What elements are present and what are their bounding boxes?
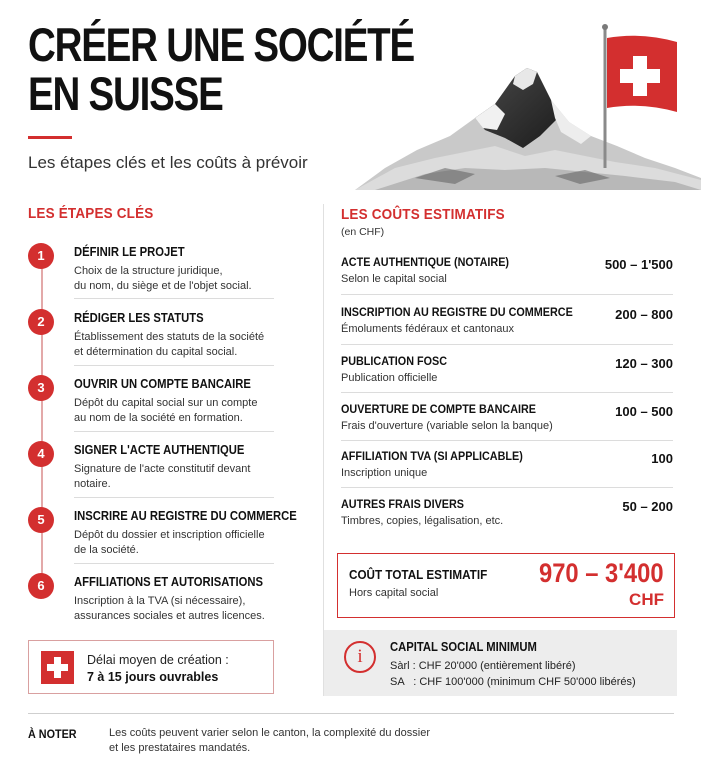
- cost-title: PUBLICATION FOSC: [341, 354, 448, 368]
- total-cost-description: Hors capital social: [349, 587, 439, 599]
- cost-description: Selon le capital social: [341, 273, 447, 285]
- cost-value: 50 – 200: [622, 499, 673, 514]
- creation-delay-box: [28, 640, 274, 694]
- cost-description: Publication officielle: [341, 372, 438, 384]
- total-cost-unit: CHF: [629, 590, 664, 609]
- swiss-flag-icon: [41, 651, 74, 684]
- cost-title: AUTRES FRAIS DIVERS: [341, 497, 465, 511]
- step-number-badge: 3: [28, 375, 54, 401]
- step-description: Choix de la structure juridique, du nom, du siège et de l'objet social.: [74, 265, 252, 292]
- step-title: RÉDIGER LES STATUTS: [74, 311, 204, 325]
- cost-divider: [341, 344, 673, 345]
- cost-description: Émoluments fédéraux et cantonaux: [341, 323, 515, 335]
- cost-value: 120 – 300: [615, 356, 673, 371]
- title-line-1: CRÉER UNE SOCIÉTÉ: [28, 18, 414, 71]
- step-number-badge: 1: [28, 243, 54, 269]
- step-divider: [74, 298, 274, 299]
- step-number-badge: 5: [28, 507, 54, 533]
- step-divider: [74, 365, 274, 366]
- cost-value: 100: [651, 451, 673, 466]
- column-divider: [323, 204, 324, 696]
- delay-value: 7 à 15 jours ouvrables: [87, 670, 219, 684]
- title-line-2: EN SUISSE: [28, 67, 223, 120]
- cost-title: OUVERTURE DE COMPTE BANCAIRE: [341, 402, 537, 416]
- step-divider: [74, 563, 274, 564]
- note-divider: [28, 713, 674, 714]
- cost-divider: [341, 440, 673, 441]
- costs-unit: (en CHF): [341, 226, 385, 238]
- step-number-badge: 2: [28, 309, 54, 335]
- step-description: Inscription à la TVA (si nécessaire), assurances sociales et autres licences.: [74, 595, 265, 622]
- capital-sarl: Sàrl : CHF 20'000 (entièrement libéré): [390, 660, 576, 672]
- step-title: AFFILIATIONS ET AUTORISATIONS: [74, 575, 263, 589]
- step-divider: [74, 431, 274, 432]
- cost-description: Inscription unique: [341, 467, 428, 479]
- cost-value: 200 – 800: [615, 307, 673, 322]
- cost-description: Timbres, copies, légalisation, etc.: [341, 515, 504, 527]
- step-description: Dépôt du capital social sur un compte au nom de la société en formation.: [74, 397, 258, 424]
- info-icon: i: [344, 641, 376, 673]
- step-title: OUVRIR UN COMPTE BANCAIRE: [74, 377, 251, 391]
- cost-title: AFFILIATION TVA (SI APPLICABLE): [341, 449, 523, 463]
- minimum-capital-box: [324, 630, 677, 696]
- step-title: SIGNER L'ACTE AUTHENTIQUE: [74, 443, 245, 457]
- step-number-badge: 6: [28, 573, 54, 599]
- capital-sa: SA : CHF 100'000 (minimum CHF 50'000 libérés): [390, 676, 636, 688]
- cost-value: 500 – 1'500: [604, 257, 673, 272]
- matterhorn-image: [355, 18, 701, 190]
- swiss-flag-icon: [607, 36, 677, 112]
- cost-description: Frais d'ouverture (variable selon la banque): [341, 420, 553, 432]
- step-description: Signature de l'acte constitutif devant notaire.: [74, 463, 251, 490]
- title-accent-rule: [28, 136, 72, 139]
- cost-divider: [341, 392, 673, 393]
- cost-title: INSCRIPTION AU REGISTRE DU COMMERCE: [341, 305, 573, 319]
- total-cost-box: [337, 553, 675, 618]
- step-number-badge: 4: [28, 441, 54, 467]
- page-subtitle: Les étapes clés et les coûts à prévoir: [28, 153, 308, 172]
- step-description: Dépôt du dossier et inscription officielle de la société.: [74, 529, 265, 556]
- step-title: DÉFINIR LE PROJET: [74, 245, 185, 259]
- step-title: INSCRIRE AU REGISTRE DU COMMERCE: [74, 509, 297, 523]
- capital-title: CAPITAL SOCIAL MINIMUM: [390, 640, 537, 654]
- cost-divider: [341, 294, 673, 295]
- step-description: Établissement des statuts de la société et détermination du capital social.: [74, 331, 265, 358]
- step-divider: [74, 497, 274, 498]
- steps-section-title: LES ÉTAPES CLÉS: [28, 205, 154, 222]
- cost-value: 100 – 500: [615, 404, 673, 419]
- cost-title: ACTE AUTHENTIQUE (NOTAIRE): [341, 255, 509, 269]
- total-cost-title: COÛT TOTAL ESTIMATIF: [349, 567, 488, 582]
- delay-label: Délai moyen de création :: [87, 653, 229, 667]
- costs-section-title: LES COÛTS ESTIMATIFS: [341, 206, 505, 223]
- cost-divider: [341, 487, 673, 488]
- total-cost-value: 970 – 3'400: [539, 558, 664, 588]
- note-text: Les coûts peuvent varier selon le canton, la complexité du dossier et les prestataires mandatés.: [109, 727, 431, 754]
- note-label: À NOTER: [28, 727, 77, 741]
